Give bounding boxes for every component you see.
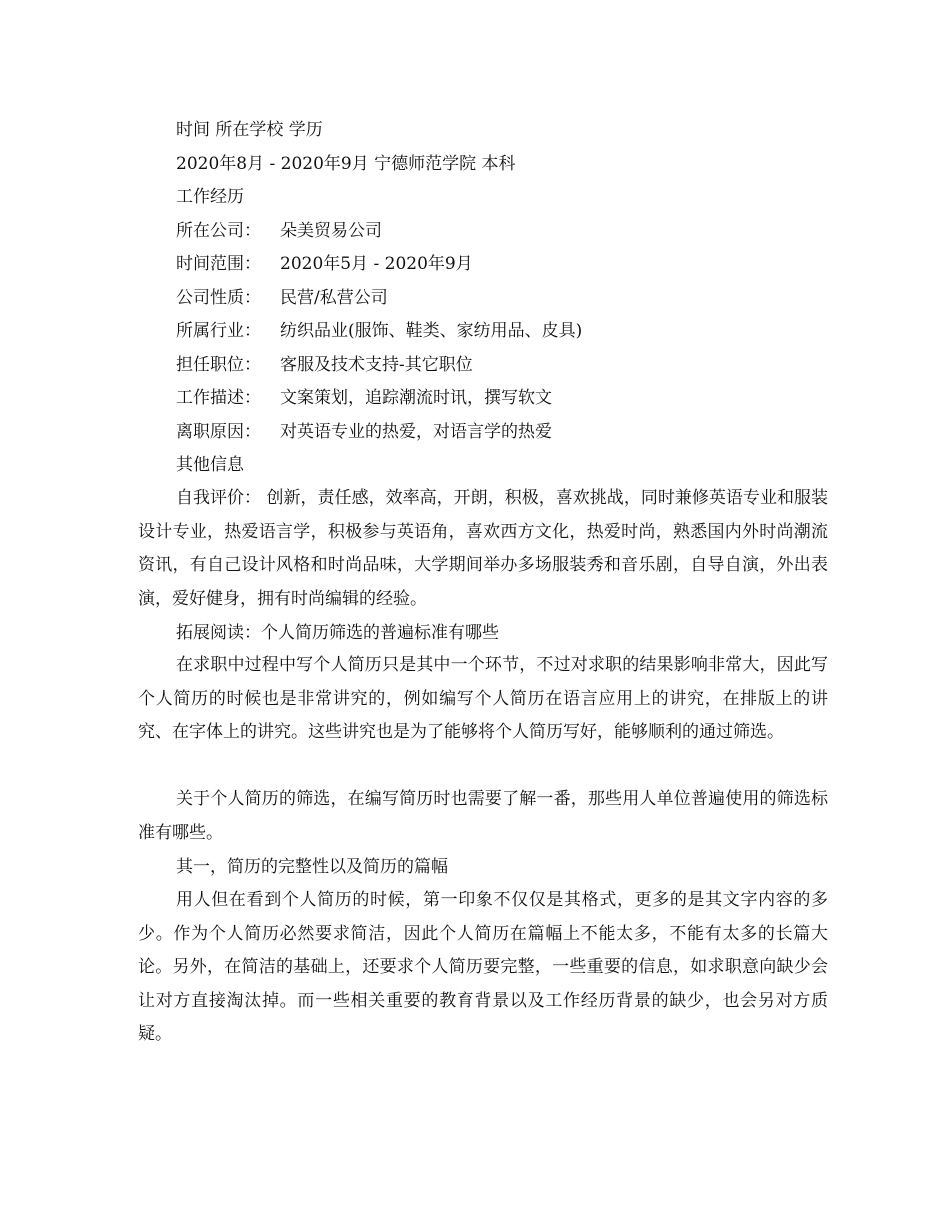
extended-reading-heading: 拓展阅读：个人简历筛选的普遍标准有哪些 xyxy=(176,623,499,643)
education-header: 时间 所在学校 学历 xyxy=(176,120,323,140)
field-label: 所在公司： xyxy=(176,221,261,241)
work-field-period xyxy=(176,247,473,281)
field-label: 工作描述： xyxy=(176,388,261,408)
work-field-company xyxy=(176,214,382,248)
extended-paragraph-1: 在求职中过程中写个人简历只是其中一个环节，不过对求职的结果影响非常大，因此写个人简历的时候也是非常讲究的，例如编写个人简历在语言应用上的讲究，在排版上的讲究、在字体上的讲究。这些讲究也是为了能够将个人简历写好，能够顺利的通过筛选。 xyxy=(138,655,828,742)
field-value: 文案策划，追踪潮流时讯，撰写软文 xyxy=(280,388,552,408)
field-label: 时间范围： xyxy=(176,254,261,274)
work-field-industry xyxy=(176,314,582,348)
self-evaluation-paragraph: 自我评价： 创新，责任感，效率高，开朗，积极，喜欢挑战，同时兼修英语专业和服装设计专业，热爱语言学，积极参与英语角，喜欢西方文化，热爱时尚，熟悉国内外时尚潮流资讯，有自己设计风格和时尚品味，大学期间举办多场服装秀和音乐剧，自导自演，外出表演，爱好健身，拥有时尚编辑的经验。 xyxy=(138,488,828,609)
field-value: 纺织品业(服饰、鞋类、家纺用品、皮具) xyxy=(280,321,583,341)
field-label: 所属行业： xyxy=(176,321,261,341)
field-value: 朵美贸易公司 xyxy=(280,221,382,241)
extended-paragraph-3: 用人但在看到个人简历的时候，第一印象不仅仅是其格式，更多的是其文字内容的多少。作为个人简历必然要求简洁，因此个人简历在篇幅上不能太多，不能有太多的长篇大论。另外，在简洁的基础上，还要求个人简历要完整，一些重要的信息，如求职意向缺少会让对方直接淘汰掉。而一些相关重要的教育背景以及工作经历背景的缺少，也会另对方质疑。 xyxy=(138,890,828,1044)
work-heading: 工作经历 xyxy=(176,187,244,207)
field-value: 2020年5月 - 2020年9月 xyxy=(280,254,473,274)
work-field-description xyxy=(176,381,552,415)
work-field-company-type xyxy=(176,281,388,315)
field-label: 离职原因： xyxy=(176,422,261,442)
work-field-leave-reason xyxy=(176,415,552,449)
field-label: 公司性质： xyxy=(176,288,261,308)
other-heading: 其他信息 xyxy=(176,455,244,475)
extended-subheading-1: 其一，简历的完整性以及简历的篇幅 xyxy=(176,857,448,877)
education-row: 2020年8月 - 2020年9月 宁德师范学院 本科 xyxy=(176,154,516,174)
field-value: 对英语专业的热爱，对语言学的热爱 xyxy=(280,422,552,442)
field-value: 民营/私营公司 xyxy=(280,288,388,308)
field-value: 客服及技术支持-其它职位 xyxy=(280,355,473,375)
work-field-position xyxy=(176,348,473,382)
field-label: 担任职位： xyxy=(176,355,261,375)
extended-paragraph-2: 关于个人简历的筛选，在编写简历时也需要了解一番，那些用人单位普遍使用的筛选标准有哪些。 xyxy=(138,789,828,843)
